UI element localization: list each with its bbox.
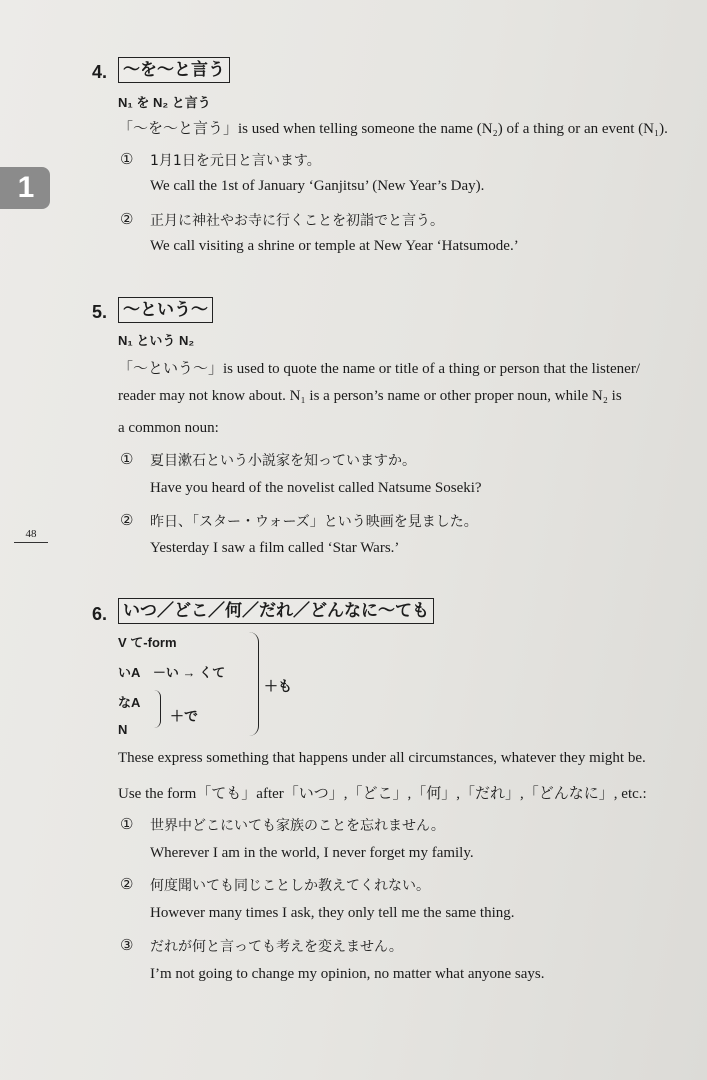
example-number: ② <box>120 212 134 228</box>
example-number: ① <box>120 452 134 468</box>
section-title: ～を～と言う <box>118 57 230 83</box>
example-japanese: 夏目漱石という小説家を知っていますか。 <box>150 453 416 469</box>
section-number: 5. <box>92 302 108 322</box>
section-number: 4. <box>92 62 108 82</box>
example-number: ② <box>120 877 134 893</box>
example-japanese: 1月1日を元日と言います。 <box>150 153 321 169</box>
form-line: V て-form <box>118 635 177 650</box>
example-japanese: 昨日、「スター・ウォーズ」という映画を見ました。 <box>150 514 478 530</box>
plus-mo-label: ＋も <box>264 679 292 695</box>
example-english: We call visiting a shrine or temple at New Year ‘Hatsumode.’ <box>150 238 519 254</box>
chapter-tab: 1 <box>0 167 50 209</box>
example-english: Wherever I am in the world, I never forget my family. <box>150 845 474 861</box>
example-japanese: 何度聞いても同じことしか教えてくれない。 <box>150 878 430 894</box>
description-line: a common noun: <box>118 420 219 436</box>
section-number: 6. <box>92 604 108 624</box>
description-line: 「～を～と言う」is used when telling someone the name (N₂) of a thing or an event (N₁). <box>118 121 668 137</box>
example-number: ② <box>120 513 134 529</box>
pattern-formula: N₁ を N₂ と言う <box>118 95 211 110</box>
example-number: ③ <box>120 938 134 954</box>
example-japanese: だれが何と言っても考えを変えません。 <box>150 939 403 955</box>
section-title: いつ／どこ／何／だれ／どんなに～ても <box>118 598 434 624</box>
description-line: 「～という～」is used to quote the name or title of a thing or person that the listener/ <box>118 361 640 377</box>
example-japanese: 世界中どこにいても家族のことを忘れません。 <box>150 818 445 834</box>
form-line: N <box>118 722 128 737</box>
example-number: ① <box>120 817 134 833</box>
description-line: These express something that happens under all circumstances, whatever they might be. <box>118 750 646 766</box>
example-number: ① <box>120 152 134 168</box>
example-english: I’m not going to change my opinion, no matter what anyone says. <box>150 966 545 982</box>
description-line: Use the form「ても」after「いつ」,「どこ」,「何」,「だれ」,「どんなに」, etc.: <box>118 786 647 802</box>
example-japanese: 正月に神社やお寺に行くことを初詣でと言う。 <box>150 213 444 229</box>
example-english: However many times I ask, they only tell me the same thing. <box>150 905 515 921</box>
page-number: 48 <box>14 528 48 543</box>
description-line: reader may not know about. N₁ is a person’s name or other proper noun, while N₂ is <box>118 388 622 404</box>
form-line: いA －い → くて <box>118 665 226 680</box>
pattern-formula: N₁ という N₂ <box>118 333 195 348</box>
plus-de-label: ＋で <box>170 709 198 725</box>
example-english: Have you heard of the novelist called Natsume Soseki? <box>150 480 482 496</box>
form-line: なA <box>118 695 141 710</box>
small-brace <box>152 690 161 728</box>
example-english: We call the 1st of January ‘Ganjitsu’ (New Year’s Day). <box>150 178 485 194</box>
large-brace <box>246 632 259 736</box>
example-english: Yesterday I saw a film called ‘Star Wars.’ <box>150 540 400 556</box>
section-title: ～という～ <box>118 297 213 323</box>
